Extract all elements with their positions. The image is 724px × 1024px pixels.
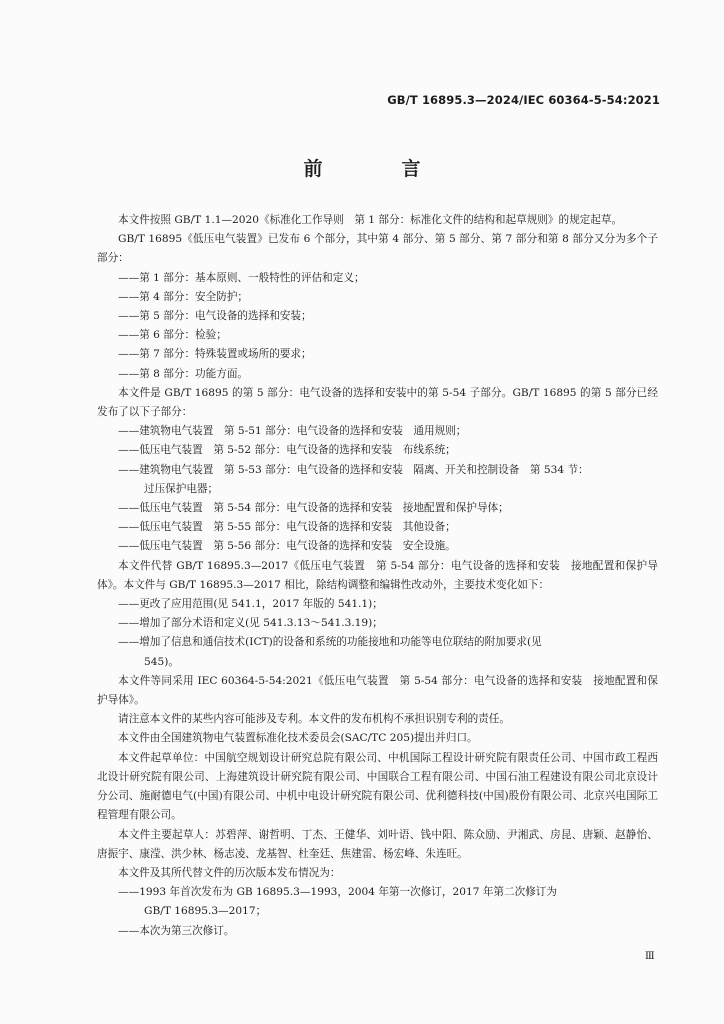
paragraph: 本文件起草单位：中国航空规划设计研究总院有限公司、中机国际工程设计研究院有限责任公司、中国市政工程西北设计研究院有限公司、上海建筑设计研究院有限公司、中国联合工程有限公司、中国石油工程建设有限公司北京设计分公司、施耐德电气(中国)有限公司、中机中电设计研究院有限公司、优利德科技(中国)股份有限公司、北京兴电国际工程管理有限公司。 xyxy=(97,751,658,822)
list-item: ——第 4 部分：安全防护； xyxy=(118,290,249,303)
paragraph: 本文件由全国建筑物电气装置标准化技术委员会(SAC/TC 205)提出并归口。 xyxy=(118,732,478,745)
list-item xyxy=(97,633,658,671)
list-item xyxy=(97,883,658,921)
list-item: ——第 7 部分：特殊装置或场所的要求； xyxy=(118,348,312,361)
list-item: ——建筑物电气装置 第 5-51 部分：电气设备的选择和安装 通用规则； xyxy=(118,425,467,438)
list-item: ——增加了部分术语和定义(见 541.3.13～541.3.19)； xyxy=(118,617,383,630)
paragraph: 本文件代替 GB/T 16895.3—2017《低压电气装置 第 5-54 部分：电气设备的选择和安装 接地配置和保护导体》。本文件与 GB/T 16895.3—2017 相比，除结构调整和编辑性改动外，主要技术变化如下： xyxy=(97,559,658,591)
list-item: ——更改了应用范围(见 541.1，2017 年版的 541.1)； xyxy=(118,598,383,611)
list-item: ——低压电气装置 第 5-56 部分：电气设备的选择和安装 安全设施。 xyxy=(118,540,456,553)
list-item: ——低压电气装置 第 5-52 部分：电气设备的选择和安装 布线系统； xyxy=(118,444,456,457)
paragraph: 本文件主要起草人：苏碧萍、谢哲明、丁杰、王健华、刘叶语、钱中阳、陈众励、尹湘武、房昆、唐颖、赵静怡、唐振宇、康滢、洪少林、杨志凌、龙基智、杜奎廷、焦建雷、杨宏峰、朱连旺。 xyxy=(97,828,658,860)
list-item-continuation: 545)。 xyxy=(144,655,179,668)
list-item: ——低压电气装置 第 5-54 部分：电气设备的选择和安装 接地配置和保护导体； xyxy=(118,502,509,515)
list-item xyxy=(97,461,658,499)
paragraph: 本文件等同采用 IEC 60364-5-54:2021《低压电气装置 第 5-54 部分：电气设备的选择和安装 接地配置和保护导体》。 xyxy=(97,674,658,707)
paragraph: 本文件是 GB/T 16895 的第 5 部分：电气设备的选择和安装中的第 5-54 子部分。GB/T 16895 的第 5 部分已经发布了以下子部分： xyxy=(97,386,658,419)
list-item: ——第 6 部分：检验； xyxy=(118,329,227,342)
page-title: 前 言 xyxy=(303,158,451,180)
list-item-continuation: GB/T 16895.3—2017； xyxy=(144,905,267,918)
paragraph: 本文件按照 GB/T 1.1—2020《标准化工作导则 第 1 部分：标准化文件的结构和起草规则》的规定起草。 xyxy=(118,214,623,226)
list-item: ——第 8 部分：功能方面。 xyxy=(118,367,249,380)
paragraph: GB/T 16895《低压电气装置》已发布 6 个部分，其中第 4 部分、第 5 部分、第 7 部分和第 8 部分又分为多个子部分： xyxy=(97,233,658,265)
page-number: Ⅲ xyxy=(645,951,655,962)
list-item: ——第 1 部分：基本原则、一般特性的评估和定义； xyxy=(118,271,365,284)
list-item: ——低压电气装置 第 5-55 部分：电气设备的选择和安装 其他设备； xyxy=(118,521,456,534)
paragraph: 请注意本文件的某些内容可能涉及专利。本文件的发布机构不承担识别专利的责任。 xyxy=(118,713,510,726)
list-item: ——本次为第三次修订。 xyxy=(118,924,235,937)
list-item-continuation: 过压保护电器； xyxy=(144,482,219,495)
document-code-header: GB/T 16895.3—2024/IEC 60364-5-54:2021 xyxy=(387,93,660,107)
list-item: ——第 5 部分：电气设备的选择和安装； xyxy=(118,310,312,323)
list-item-text: ——增加了信息和通信技术(ICT)的设备和系统的功能接地和功能等电位联结的附加要求(见 xyxy=(118,636,542,649)
paragraph: 本文件及其所代替文件的历次版本发布情况为： xyxy=(118,866,341,879)
list-item-text: ——建筑物电气装置 第 5-53 部分：电气设备的选择和安装 隔离、开关和控制设备 第 534 节： xyxy=(118,463,589,476)
list-item-text: ——1993 年首次发布为 GB 16895.3—1993，2004 年第一次修订，2017 年第二次修订为 xyxy=(118,886,557,899)
foreword-body xyxy=(97,211,658,941)
